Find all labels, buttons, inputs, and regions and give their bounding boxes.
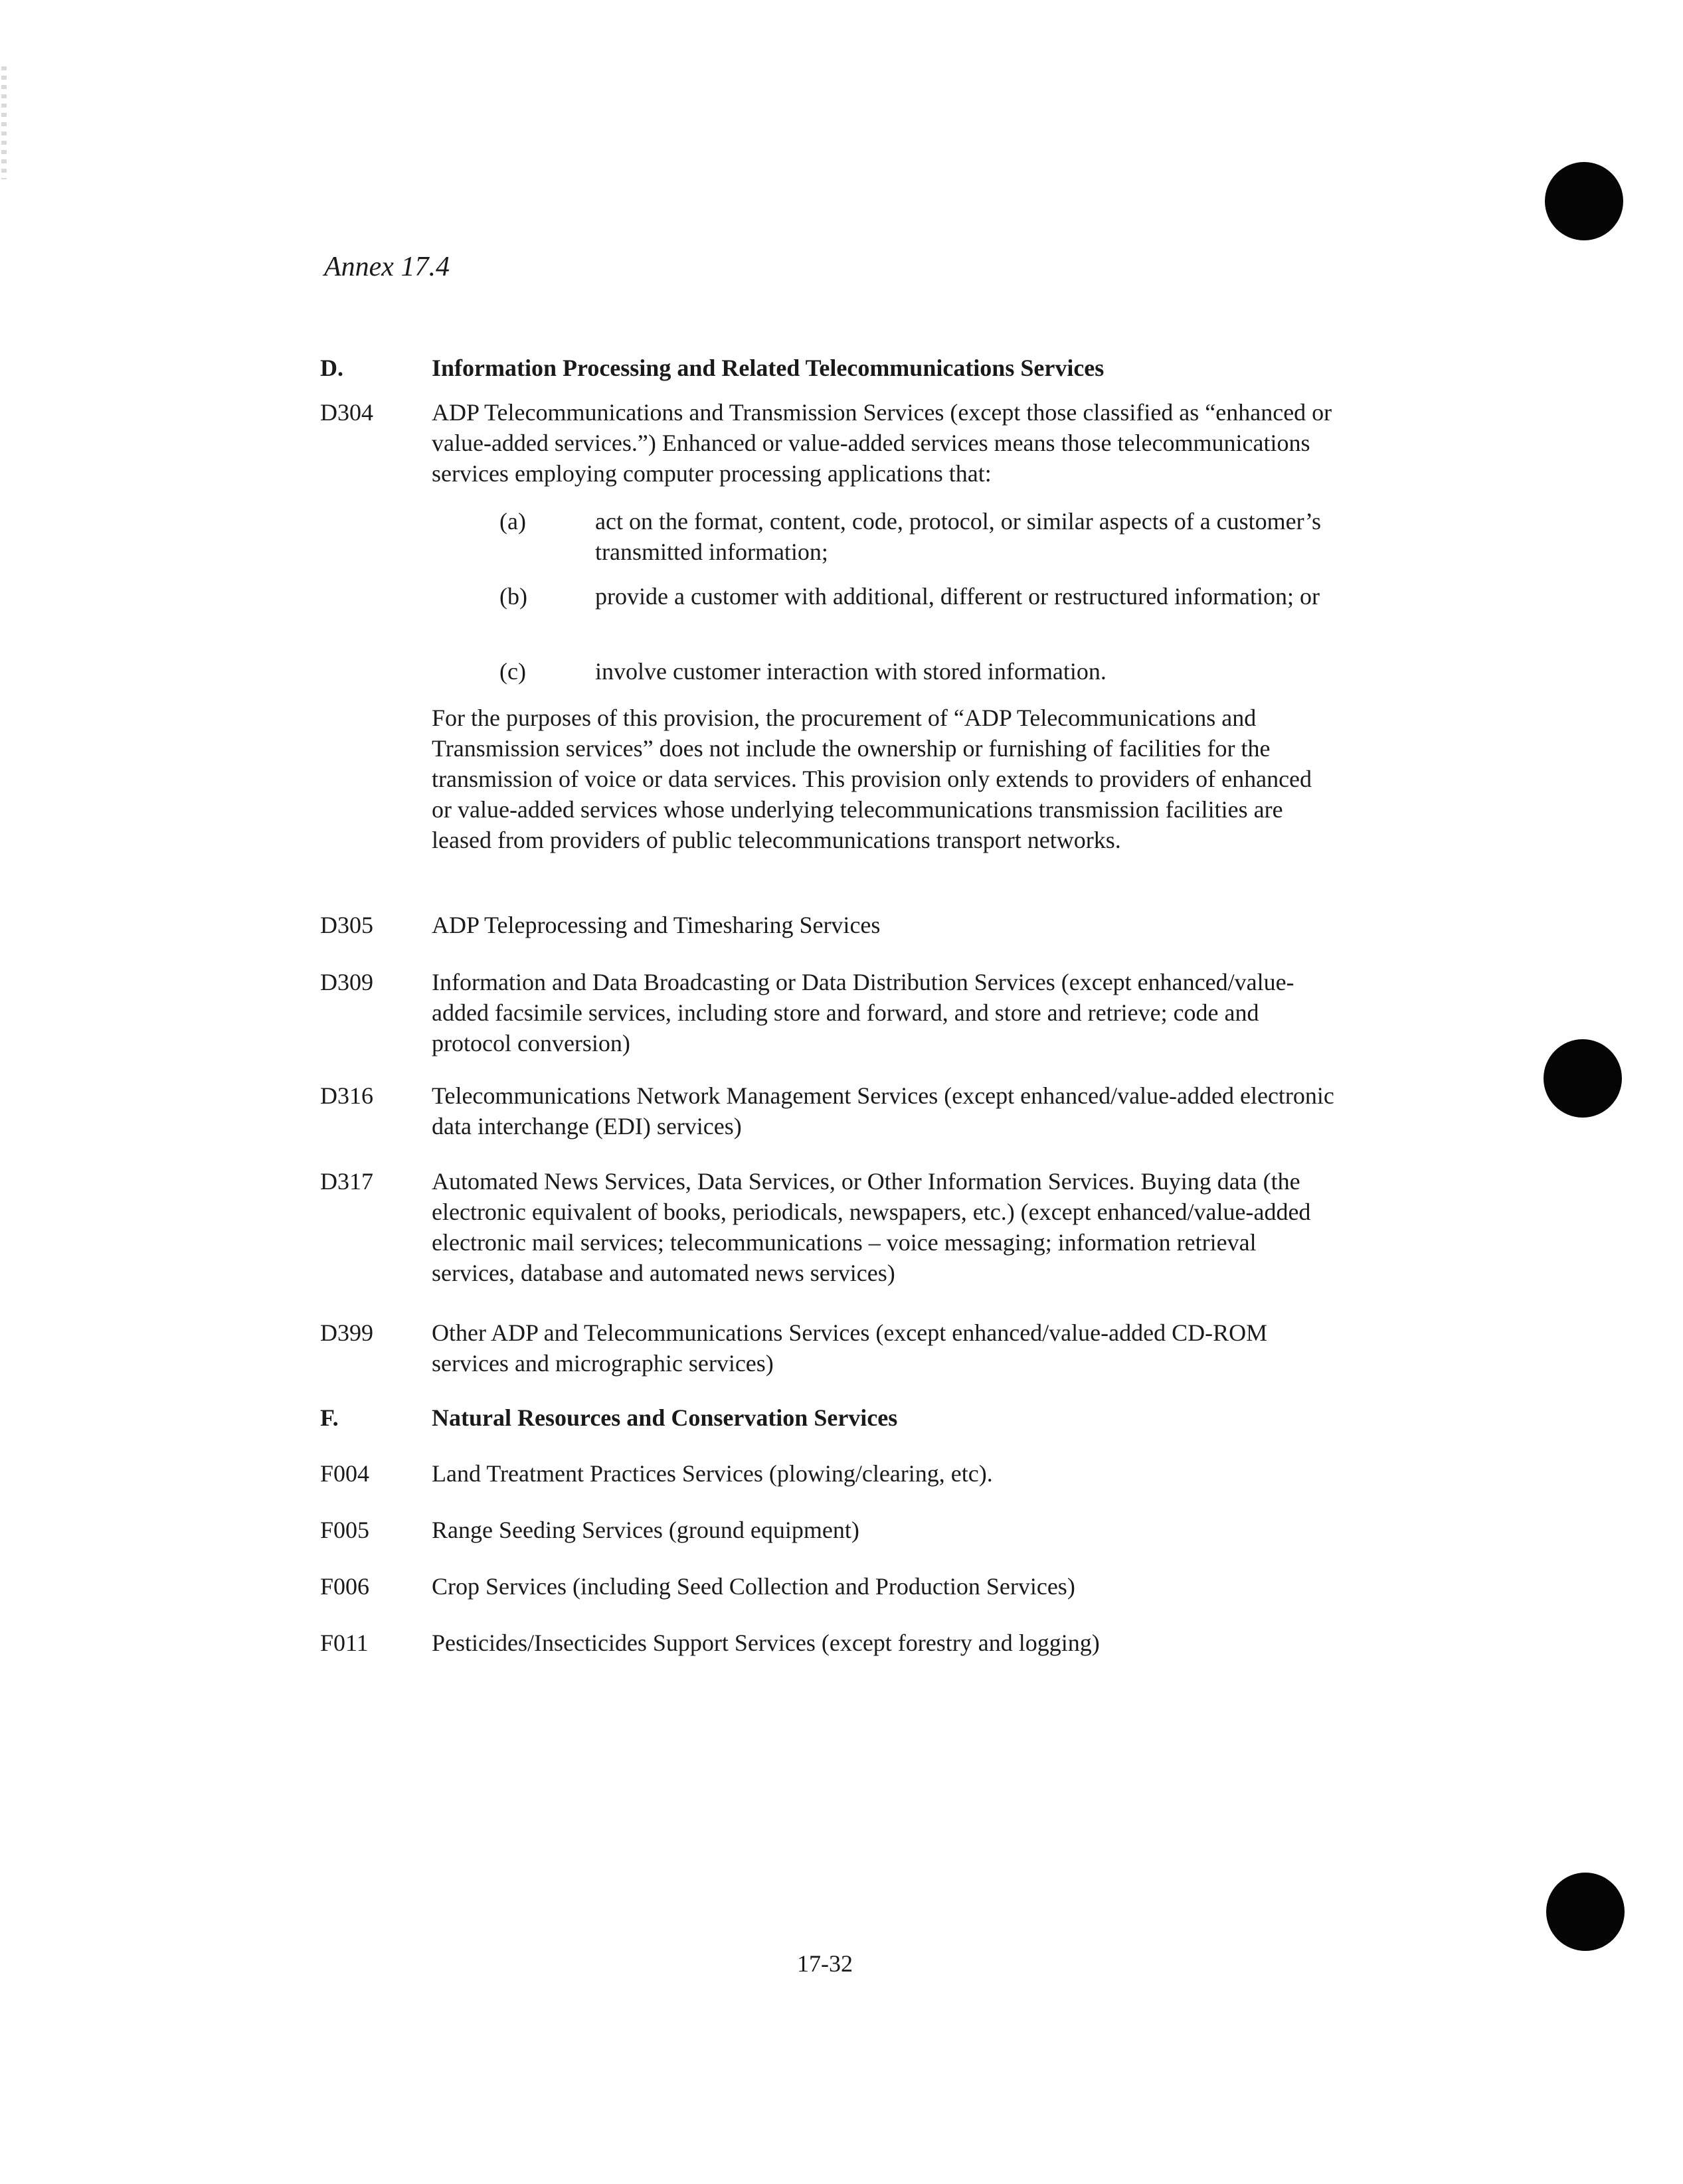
d304-item-c-text: involve customer interaction with stored information.: [595, 658, 1107, 685]
d305-code: D305: [320, 912, 373, 938]
f011-text: Pesticides/Insecticides Support Services (except forestry and logging): [432, 1630, 1100, 1656]
d304-item-c-label: (c): [499, 658, 526, 685]
f004-text: Land Treatment Practices Services (plowing/clearing, etc).: [432, 1460, 993, 1487]
f011-code: F011: [320, 1630, 369, 1656]
d399-text: Other ADP and Telecommunications Services (except enhanced/value-added CD-ROM services and micrographic services): [432, 1319, 1268, 1377]
d305-text: ADP Teleprocessing and Timesharing Services: [432, 912, 881, 938]
scan-edge-artifact: [1, 66, 7, 179]
f006-text: Crop Services (including Seed Collection and Production Services): [432, 1573, 1075, 1600]
section-f-title: Natural Resources and Conservation Services: [432, 1404, 898, 1431]
d309-text: Information and Data Broadcasting or Data Distribution Services (except enhanced/value-added facsimile services, including store and forward, and store and retrieve; code and protocol conversion): [432, 969, 1294, 1056]
punch-hole-top: [1545, 162, 1623, 240]
d316-code: D316: [320, 1082, 373, 1109]
d316-text: Telecommunications Network Management Services (except enhanced/value-added electronic data interchange (EDI) services): [432, 1082, 1334, 1139]
d304-code: D304: [320, 399, 373, 426]
f006-code: F006: [320, 1573, 370, 1600]
d304-intro: ADP Telecommunications and Transmission Services (except those classified as “enhanced or value-added services.”) Enhanced or value-added services means those telecommunications services employing computer processing applications that:: [432, 399, 1332, 487]
d304-item-a-label: (a): [499, 508, 526, 535]
f005-text: Range Seeding Services (ground equipment): [432, 1517, 859, 1543]
page-number: 17-32: [797, 1950, 853, 1977]
d304-item-b-text: provide a customer with additional, different or restructured information; or: [595, 583, 1320, 610]
d309-code: D309: [320, 969, 373, 995]
annex-header: Annex 17.4: [324, 252, 450, 282]
section-f-code: F.: [320, 1404, 339, 1431]
d399-code: D399: [320, 1319, 373, 1346]
d304-item-a-text: act on the format, content, code, protocol, or similar aspects of a customer’s transmitted information;: [595, 508, 1321, 565]
d317-text: Automated News Services, Data Services, or Other Information Services. Buying data (the electronic equivalent of books, periodicals, newspapers, etc.) (except enhanced/value-added electronic mail services; telecommunications – voice messaging; information retrieval services, database and automated news services): [432, 1168, 1311, 1286]
f004-code: F004: [320, 1460, 370, 1487]
d304-item-b-label: (b): [499, 583, 527, 610]
section-d-code: D.: [320, 355, 343, 381]
punch-hole-middle: [1544, 1039, 1622, 1118]
section-d-title: Information Processing and Related Telecommunications Services: [432, 355, 1105, 381]
f005-code: F005: [320, 1517, 370, 1543]
punch-hole-bottom: [1546, 1873, 1625, 1951]
d304-note: For the purposes of this provision, the procurement of “ADP Telecommunications and Transmission services” does not include the ownership or furnishing of facilities for the transmission of voice or data services. This provision only extends to providers of enhanced or value-added services whose underlying telecommunications transmission facilities are leased from providers of public telecommunications transport networks.: [432, 705, 1312, 853]
d317-code: D317: [320, 1168, 373, 1195]
